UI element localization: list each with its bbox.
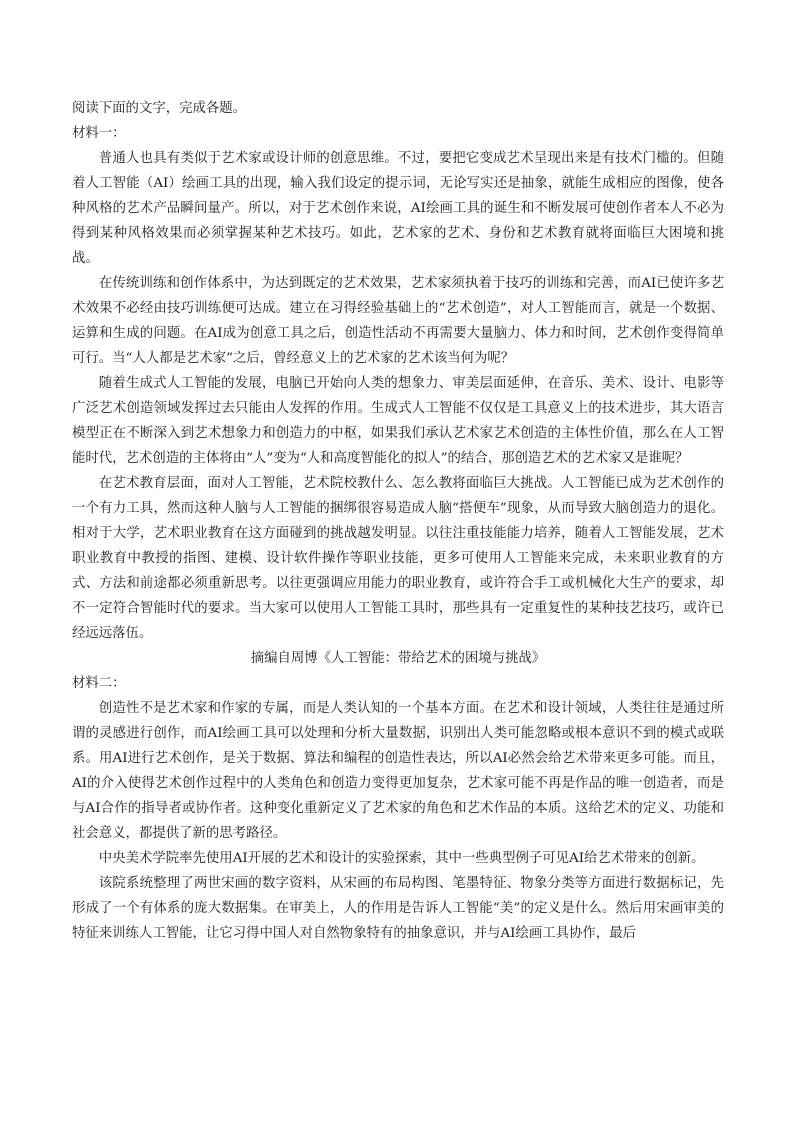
material-one-source: 摘编自周博《人工智能：带给艺术的困境与挑战》: [250, 651, 546, 666]
document-body: [72, 96, 724, 946]
material-two-paragraph: 创造性不是艺术家和作家的专属，而是人类认知的一个基本方面。在艺术和设计领域，人类往往是通过所谓的灵感进行创作，而AI绘画工具可以处理和分析大量数据，识别出人类可能忽略或根本意识不到的模式或联系。用AI进行艺术创作，是关于数据、算法和编程的创造性表达，所以AI必然会给艺术带来更多可能。而且，AI的介入使得艺术创作过程中的人类角色和创造力变得更加复杂，艺术家可能不再是作品的唯一创造者，而是与AI合作的指导者或协作者。这种变化重新定义了艺术家的角色和艺术作品的本质。这给艺术的定义、功能和社会意义，都提供了新的思考路径。: [72, 701, 724, 841]
question-instruction: 阅读下面的文字，完成各题。: [72, 101, 247, 116]
material-one-paragraph: 在传统训练和创作体系中，为达到既定的艺术效果，艺术家须执着于技巧的训练和完善，而AI已使许多艺术效果不必经由技巧训练便可达成。建立在习得经验基础上的“艺术创造”，对人工智能而言，就是一个数据、运算和生成的问题。在AI成为创意工具之后，创造性活动不再需要大量脑力、体力和时间，艺术创作变得简单可行。当“人人都是艺术家”之后，曾经意义上的艺术家的艺术该当何为呢？: [72, 276, 724, 366]
material-one-paragraph: 在艺术教育层面，面对人工智能，艺术院校教什么、怎么教将面临巨大挑战。人工智能已成为艺术创作的一个有力工具，然而这种人脑与人工智能的捆绑很容易造成人脑“搭便车”现象，从而导致大脑创造力的退化。相对于大学，艺术职业教育在这方面碰到的挑战越发明显。以往注重技能能力培养，随着人工智能发展，艺术职业教育中教授的指图、建模、设计软件操作等职业技能，更多可使用人工智能来完成，未来职业教育的方式、方法和前途都必须重新思考。以往更强调应用能力的职业教育，或许符合手工或机械化大生产的要求，却不一定符合智能时代的要求。当大家可以使用人工智能工具时，那些具有一定重复性的某种技艺技巧，或许已经远远落伍。: [72, 476, 724, 641]
material-one-paragraph: 随着生成式人工智能的发展，电脑已开始向人类的想象力、审美层面延伸，在音乐、美术、设计、电影等广泛艺术创造领域发挥过去只能由人发挥的作用。生成式人工智能不仅仅是工具意义上的技术进步，其大语言模型正在不断深入到艺术想象力和创造力的中枢，如果我们承认艺术家艺术创造的主体性价值，那么在人工智能时代，艺术创造的主体将由“人”变为“人和高度智能化的拟人”的结合，那创造艺术的艺术家又是谁呢？: [72, 376, 724, 466]
material-one-label: 材料一：: [72, 126, 126, 141]
material-two-label: 材料二：: [72, 676, 126, 691]
material-two-paragraph: 该院系统整理了两世宋画的数字资料，从宋画的布局构图、笔墨特征、物象分类等方面进行数据标记，先形成了一个有体系的庞大数据集。在审美上，人的作用是告诉人工智能“美”的定义是什么。然后用宋画审美的特征来训练人工智能，让它习得中国人对自然物象特有的抽象意识，并与AI绘画工具协作，最后: [72, 876, 724, 941]
material-two-paragraph: 中央美术学院率先使用AI开展的艺术和设计的实验探索，其中一些典型例子可见AI给艺术带来的创新。: [98, 851, 705, 866]
material-one-paragraph: 普通人也具有类似于艺术家或设计师的创意思维。不过，要把它变成艺术呈现出来是有技术门槛的。但随着人工智能（AI）绘画工具的出现，输入我们设定的提示词，无论写实还是抽象，就能生成相应的图像，使各种风格的艺术产品瞬间量产。所以，对于艺术创作来说，AI绘画工具的诞生和不断发展可使创作者本人不必为得到某种风格效果而必须掌握某种艺术技巧。如此，艺术家的艺术、身份和艺术教育就将面临巨大困境和挑战。: [72, 151, 724, 266]
